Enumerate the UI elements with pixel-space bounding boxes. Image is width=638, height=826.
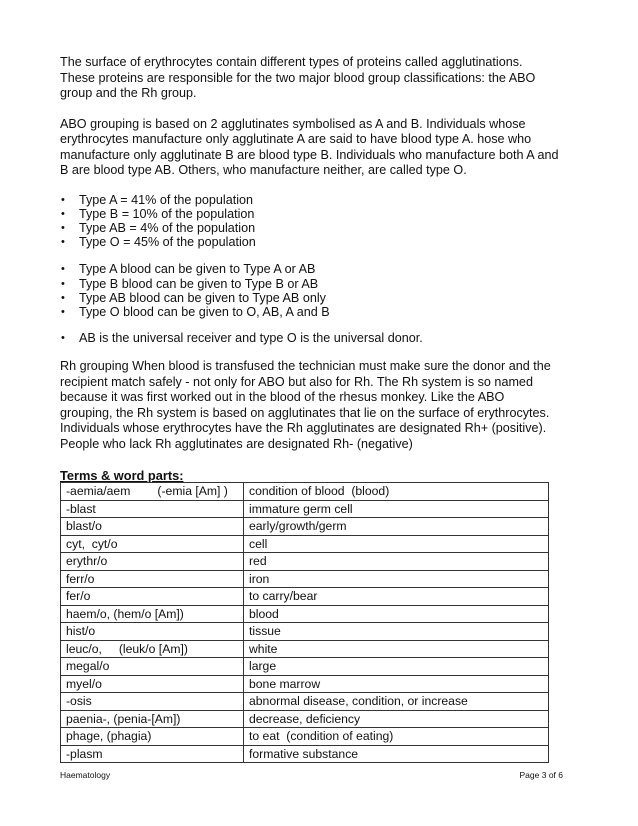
meaning-cell: white (244, 640, 549, 658)
meaning-cell: to carry/bear (244, 588, 549, 606)
term-cell: leuc/o, (leuk/o [Am]) (61, 640, 244, 658)
term-cell: haem/o, (hem/o [Am]) (61, 605, 244, 623)
intro-paragraph: The surface of erythrocytes contain different types of proteins called agglutinations. These proteins are responsible for the two major blood group classifications: the ABO group and the Rh group. (60, 55, 536, 100)
term-cell: erythr/o (61, 553, 244, 571)
table-row (61, 745, 549, 763)
universal-list (60, 331, 560, 345)
table-row (61, 640, 549, 658)
table-row (61, 535, 549, 553)
list-item: • Type B = 10% of the population (60, 207, 560, 221)
meaning-cell: early/growth/germ (244, 518, 549, 536)
term-cell: myel/o (61, 675, 244, 693)
term-cell: hist/o (61, 623, 244, 641)
term-cell: -blast (61, 500, 244, 518)
term-cell: blast/o (61, 518, 244, 536)
term-cell: ferr/o (61, 570, 244, 588)
population-list (60, 193, 560, 250)
term-cell: -aemia/aem (-emia [Am] ) (61, 483, 244, 501)
terms-table (60, 482, 549, 763)
meaning-cell: condition of blood (blood) (244, 483, 549, 501)
term-cell: paenia-, (penia-[Am]) (61, 710, 244, 728)
term-cell: -plasm (61, 745, 244, 763)
meaning-cell: tissue (244, 623, 549, 641)
table-row (61, 483, 549, 501)
term-cell: -osis (61, 693, 244, 711)
meaning-cell: immature germ cell (244, 500, 549, 518)
meaning-cell: cell (244, 535, 549, 553)
list-item: • Type A = 41% of the population (60, 193, 560, 207)
list-item: • Type O = 45% of the population (60, 235, 560, 249)
list-item: • Type B blood can be given to Type B or AB (60, 277, 560, 291)
table-row (61, 728, 549, 746)
list-item: • AB is the universal receiver and type O is the universal donor. (60, 331, 560, 345)
meaning-cell: decrease, deficiency (244, 710, 549, 728)
list-item: • Type AB blood can be given to Type AB only (60, 291, 560, 305)
term-cell: fer/o (61, 588, 244, 606)
footer-title: Haematology (60, 770, 111, 780)
list-item: • Type O blood can be given to O, AB, A and B (60, 305, 560, 319)
meaning-cell: large (244, 658, 549, 676)
compatibility-list (60, 262, 560, 319)
rh-paragraph: Rh grouping When blood is transfused the technician must make sure the donor and the recipient match safely - not only for ABO but also for Rh. The Rh system is so named because it was first worked out in the blood of the rhesus monkey. Like the ABO grouping, the Rh system is based on agglutinates that lie on the surface of erythrocytes. Individuals whose erythrocytes have the Rh agglutinates are designated Rh+ (positive). People who lack Rh agglutinates are designated Rh- (negative) (60, 359, 551, 451)
meaning-cell: formative substance (244, 745, 549, 763)
table-row (61, 605, 549, 623)
meaning-cell: blood (244, 605, 549, 623)
table-row (61, 710, 549, 728)
table-row (61, 553, 549, 571)
page-number: Page 3 of 6 (519, 770, 563, 780)
table-row (61, 500, 549, 518)
meaning-cell: red (244, 553, 549, 571)
term-cell: phage, (phagia) (61, 728, 244, 746)
table-row (61, 658, 549, 676)
page-footer (60, 770, 563, 780)
table-row (61, 518, 549, 536)
table-row (61, 675, 549, 693)
table-row (61, 570, 549, 588)
term-cell: cyt, cyt/o (61, 535, 244, 553)
meaning-cell: abnormal disease, condition, or increase (244, 693, 549, 711)
table-row (61, 623, 549, 641)
meaning-cell: to eat (condition of eating) (244, 728, 549, 746)
meaning-cell: bone marrow (244, 675, 549, 693)
list-item: • Type A blood can be given to Type A or AB (60, 262, 560, 276)
document-body (60, 55, 560, 483)
terms-heading: Terms & word parts: (60, 468, 184, 484)
list-item: • Type AB = 4% of the population (60, 221, 560, 235)
table-row (61, 588, 549, 606)
meaning-cell: iron (244, 570, 549, 588)
table-row (61, 693, 549, 711)
term-cell: megal/o (61, 658, 244, 676)
abo-paragraph: ABO grouping is based on 2 agglutinates symbolised as A and B. Individuals whose erythrocytes manufacture only agglutinate A are said to have blood type A. hose who manufacture only agglutinate B are blood type B. Individuals who manufacture both A and B are blood type AB. Others, who manufacture neither, are called type O. (60, 116, 559, 177)
